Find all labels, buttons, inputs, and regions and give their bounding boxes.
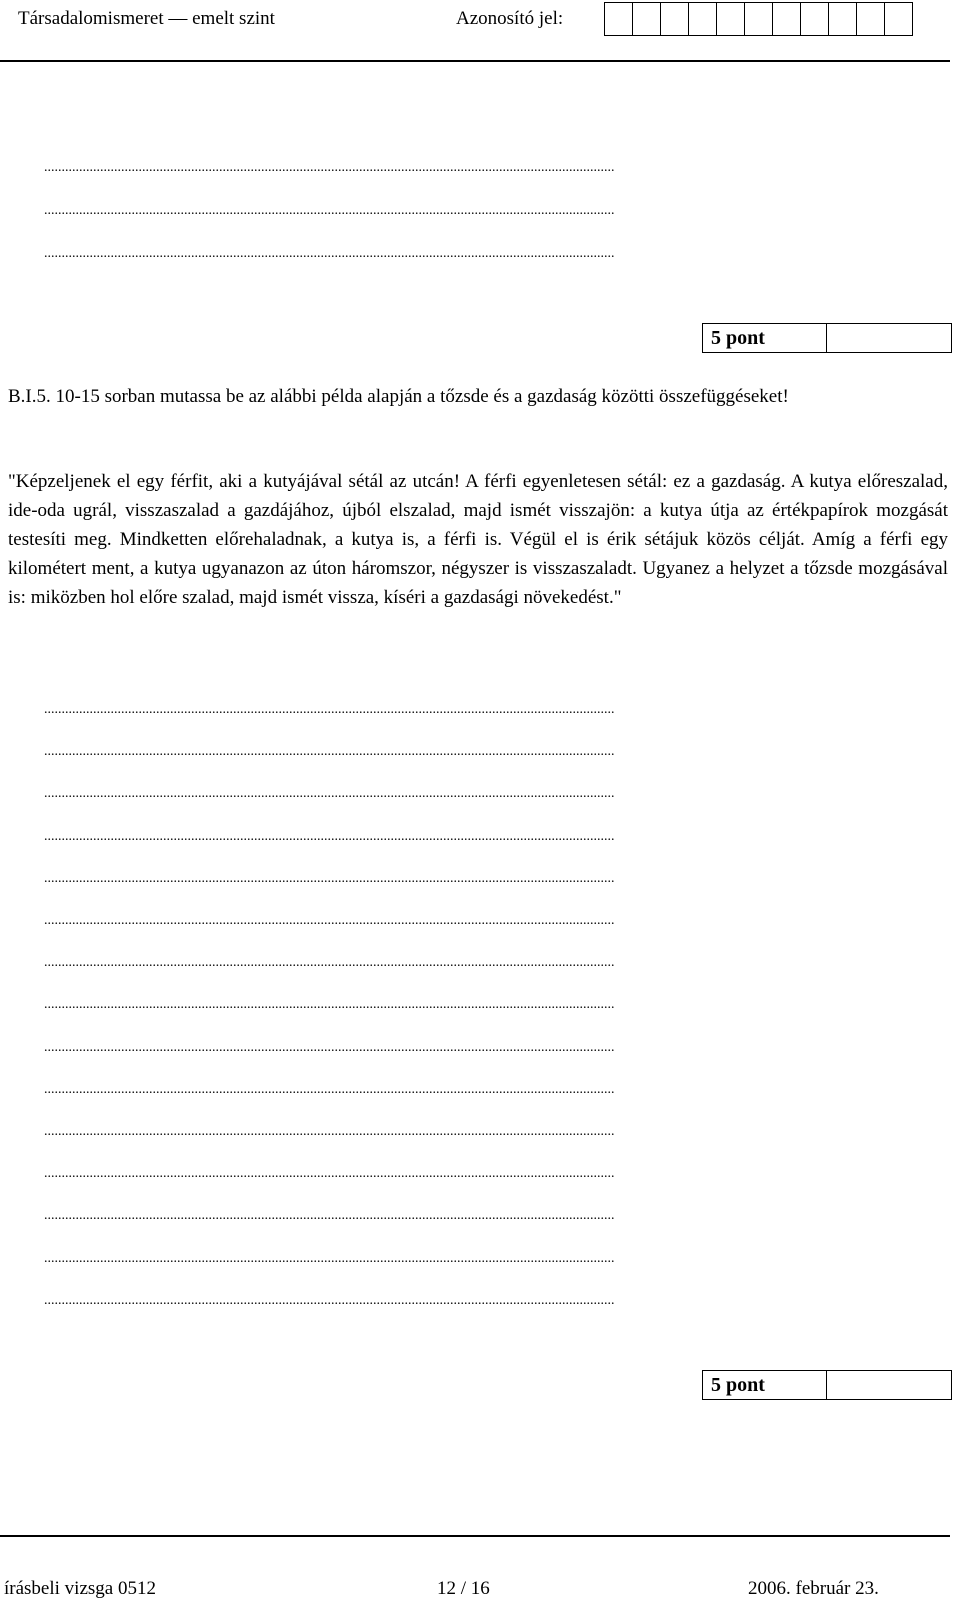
score-entry-field[interactable] [827,324,951,352]
id-code-box[interactable] [688,2,717,36]
answer-line[interactable]: ................................................................................................................................................................... [44,913,615,928]
id-code-box[interactable] [744,2,773,36]
answer-line[interactable]: ................................................................................................................................................................... [44,1081,615,1097]
answer-line[interactable]: ................................................................................................................................................................... [44,828,615,844]
answer-line[interactable]: ................................................................................................................................................................... [44,786,615,802]
answer-line[interactable]: ................................................................................................................................................................... [44,160,615,175]
id-code-box[interactable] [884,2,913,36]
id-code-box[interactable] [604,2,633,36]
header-subject: Társadalomismeret — emelt szint [18,8,275,29]
answer-line[interactable]: ................................................................................................................................................................... [44,955,615,971]
score-box-bottom [702,1370,952,1400]
answer-line[interactable]: ................................................................................................................................................................... [44,997,615,1013]
id-code-boxes[interactable] [604,2,912,36]
answer-line[interactable]: ................................................................................................................................................................... [44,203,615,218]
id-label: Azonosító jel: [456,8,564,29]
id-code-box[interactable] [856,2,885,36]
task-instruction: B.I.5. 10-15 sorban mutassa be az alábbi példa alapján a tőzsde és a gazdaság közötti összefüggéseket! [8,386,789,407]
answer-line[interactable]: ................................................................................................................................................................... [44,1292,615,1308]
score-label: 5 pont [703,1371,827,1399]
score-box-top [702,323,952,353]
id-code-box[interactable] [632,2,661,36]
id-code-box[interactable] [800,2,829,36]
score-entry-field[interactable] [827,1371,951,1399]
id-code-box[interactable] [716,2,745,36]
answer-line[interactable]: ................................................................................................................................................................... [44,1039,615,1055]
answer-line[interactable]: ................................................................................................................................................................... [44,1250,615,1266]
footer-date: 2006. február 23. [748,1578,879,1599]
score-label: 5 pont [703,324,827,352]
answer-line[interactable]: ................................................................................................................................................................... [44,1208,615,1224]
header-rule [0,60,950,62]
footer-rule [0,1535,950,1537]
page-number: 12 / 16 [437,1578,490,1599]
answer-line[interactable]: ................................................................................................................................................................... [44,246,615,261]
task-quote: "Képzeljenek el egy férfit, aki a kutyájával sétál az utcán! A férfi egyenletesen sétál: ez a gazdaság. A kutya előreszalad, ide-oda ugrál, visszaszalad a gazdájához, újból elszalad, majd ismét visszajön: a kutya útja az értékpapírok mozgását testesíti meg. Mindketten előrehaladnak, a kutya is, a férfi is. Végül el is érik sétájuk közös célját. Amíg a férfi egy kilométert ment, a kutya ugyanazon az úton háromszor, négyszer is visszaszaladt. Ugyanez a helyzet a tőzsde mozgásával is: miközben hol előre szalad, majd ismét vissza, kíséri a gazdasági növekedést." [8,471,948,608]
answer-line[interactable]: ................................................................................................................................................................... [44,744,615,760]
answer-line[interactable]: ................................................................................................................................................................... [44,870,615,886]
footer-exam-label: írásbeli vizsga 0512 [4,1578,156,1599]
id-code-box[interactable] [660,2,689,36]
id-code-box[interactable] [772,2,801,36]
answer-line[interactable]: ................................................................................................................................................................... [44,1124,615,1139]
answer-line[interactable]: ................................................................................................................................................................... [44,1166,615,1182]
answer-line[interactable]: ................................................................................................................................................................... [44,702,615,717]
id-code-box[interactable] [828,2,857,36]
